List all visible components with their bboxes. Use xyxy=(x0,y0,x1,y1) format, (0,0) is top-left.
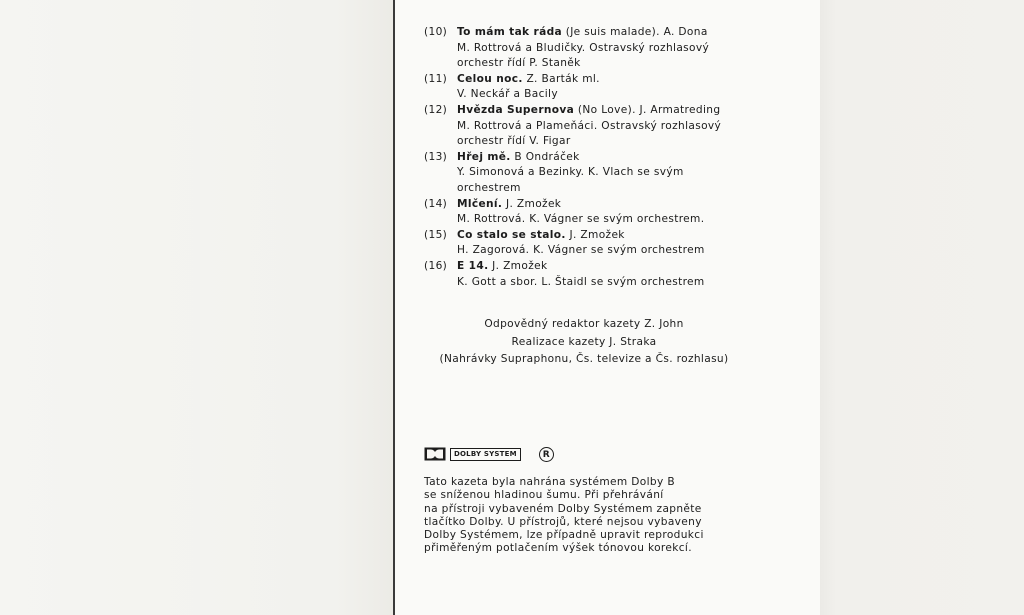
track-number: (10) xyxy=(424,26,448,38)
track-performer: M. Rottrová a Bludičky. Ostravský rozhlasový xyxy=(457,41,710,54)
track-number: (14) xyxy=(424,197,448,210)
track-performer: K. Gott a sbor. L. Štaidl se svým orchestrem xyxy=(457,275,705,288)
track-item xyxy=(424,197,804,228)
track-item xyxy=(424,228,804,259)
track-title: Mlčení. xyxy=(457,197,503,210)
dolby-system-label: DOLBY SYSTEM xyxy=(450,448,521,461)
dolby-notice xyxy=(424,476,784,556)
track-number: (15) xyxy=(424,228,448,241)
track-performer: M. Rottrová a Plameňáci. Ostravský rozhlasový xyxy=(457,119,722,132)
dolby-notice-line: přiměřeným potlačením výšek tónovou korekcí. xyxy=(424,542,692,555)
track-number: (13) xyxy=(424,150,448,163)
track-number: (11) xyxy=(424,72,448,85)
source-note: (Nahrávky Supraphonu, Čs. televize a Čs. rozhlasu) xyxy=(439,353,729,365)
editor-credit: Odpovědný redaktor kazety Z. John xyxy=(484,318,684,330)
track-title: Hřej mě. xyxy=(457,150,511,163)
track-title: E 14. xyxy=(457,259,489,272)
right-cover-panel xyxy=(820,0,1024,615)
track-item xyxy=(424,103,804,150)
track-item xyxy=(424,72,804,103)
registered-mark-icon: R xyxy=(539,447,554,462)
dolby-notice-line: se sníženou hladinou šumu. Při přehrávání xyxy=(424,489,664,502)
dolby-double-d-icon xyxy=(424,447,446,461)
track-item xyxy=(424,150,804,197)
track-author: (Je suis malade). A. Dona xyxy=(562,26,708,38)
track-author: (No Love). J. Armatreding xyxy=(574,103,721,116)
dolby-notice-line: Dolby Systémem, lze případně upravit reprodukci xyxy=(424,529,704,542)
track-author: J. Zmožek xyxy=(502,197,562,210)
dolby-notice-line: Tato kazeta byla nahrána systémem Dolby B xyxy=(424,476,675,488)
track-performer: M. Rottrová. K. Vágner se svým orchestrem. xyxy=(457,213,705,226)
track-number: (12) xyxy=(424,103,448,116)
track-performer: V. Neckář a Bacily xyxy=(457,88,558,101)
production-credit: Realizace kazety J. Straka xyxy=(511,335,657,348)
track-author: Z. Barták ml. xyxy=(522,72,600,85)
dolby-logo-row xyxy=(424,444,554,464)
track-list xyxy=(424,25,804,290)
track-author: J. Zmožek xyxy=(565,228,625,241)
track-title: To mám tak ráda xyxy=(457,26,562,38)
track-performer: orchestr řídí V. Figar xyxy=(457,135,571,148)
left-cover-panel xyxy=(0,0,393,615)
dolby-notice-line: na přístroji vybaveném Dolby Systémem zapněte xyxy=(424,502,702,515)
track-author: B Ondráček xyxy=(510,150,580,163)
track-title: Hvězda Supernova xyxy=(457,103,575,116)
track-performer: Y. Simonová a Bezinky. K. Vlach se svým xyxy=(457,166,684,179)
track-item xyxy=(424,25,804,72)
credits-block xyxy=(424,316,744,369)
track-performer: orchestrem xyxy=(457,181,521,194)
track-author: J. Zmožek xyxy=(488,259,548,272)
track-title: Celou noc. xyxy=(457,72,523,85)
dolby-notice-line: tlačítko Dolby. U přístrojů, které nejsou vybaveny xyxy=(424,515,702,528)
track-item xyxy=(424,259,804,290)
track-title: Co stalo se stalo. xyxy=(457,228,566,241)
track-performer: orchestr řídí P. Staněk xyxy=(457,57,581,70)
track-number: (16) xyxy=(424,259,448,272)
track-performer: H. Zagorová. K. Vágner se svým orchestrem xyxy=(457,244,705,257)
